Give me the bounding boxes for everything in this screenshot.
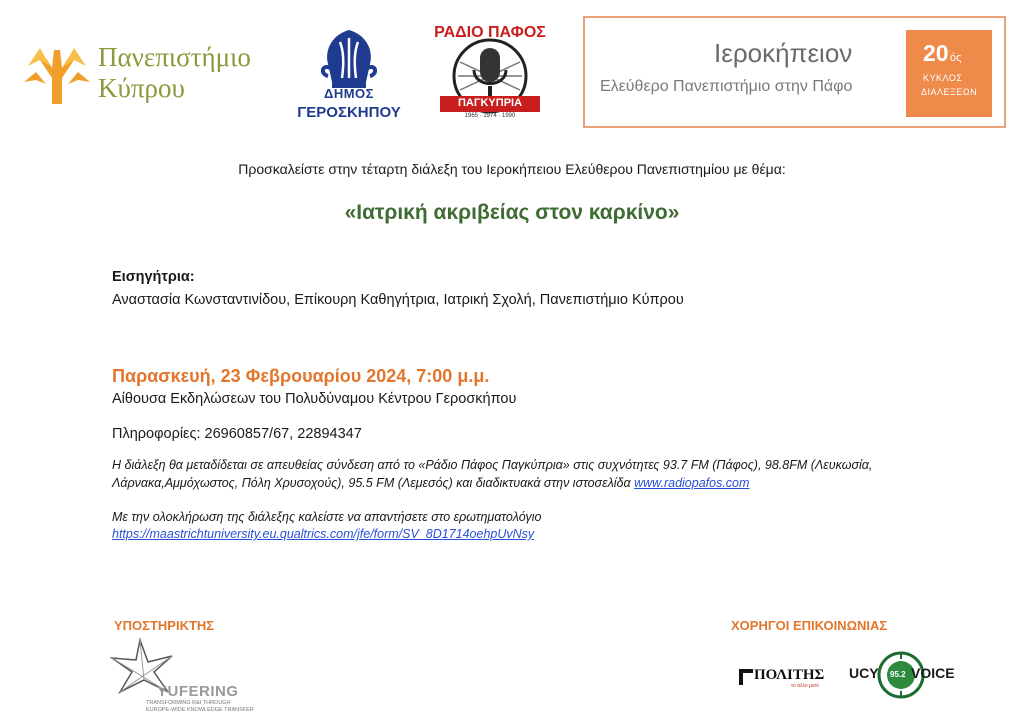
series-cycle-line1: ΚΥΚΛΟΣ [923,73,963,83]
ucy-voice-frequency: 95.2 [890,670,906,679]
radio-years: 1965 · 1974 · 1990 [464,113,516,119]
contact-info: Πληροφορίες: 26960857/67, 22894347 [112,426,362,442]
series-title: Ιεροκήπειον [714,38,853,68]
broadcast-text-line2 [112,476,749,490]
ucy-voice-right: VOICE [911,665,955,681]
yufering-name: YUFERING [157,683,239,700]
municipality-line1: ΔΗΜΟΣ [324,86,374,101]
event-datetime: Παρασκευή, 23 Φεβρουαρίου 2024, 7:00 μ.μ. [112,366,490,386]
radio-website-link[interactable]: www.radiopafos.com [634,476,750,490]
survey-text: Με την ολοκλήρωση της διάλεξης καλείστε να απαντήσετε στο ερωτηματολόγιο [112,510,542,524]
ucy-voice-left: UCY [849,665,879,681]
radio-name: ΡΑΔΙΟ ΠΑΦΟΣ [434,24,546,41]
broadcast-text-line1: Η διάλεξη θα μεταδίδεται σε απευθείας σύνδεση από το «Ράδιο Πάφος Παγκύπρια» στις συχνότητες 93.7 FM (Πάφος), 98.8FM (Λευκωσία, [112,458,873,472]
radio-pafos-logo [428,24,552,124]
supporter-heading: ΥΠΟΣΤΗΡΙΚΤΗΣ [114,618,215,633]
speaker-heading: Εισηγήτρια: [112,269,195,285]
media-sponsors-heading: ΧΟΡΗΓΟΙ ΕΠΙΚΟΙΝΩΝΙΑΣ [731,618,888,633]
yufering-tagline-1: TRANSFORMING R&I THROUGH [146,700,231,706]
municipality-line2: ΓΕΡΟΣΚΗΠΟΥ [297,104,401,121]
yufering-tagline-2: EUROPE-WIDE KNOWLEDGE TRANSFER [146,707,254,713]
university-name-line1: Πανεπιστήμιο [98,42,251,72]
politis-mark-icon [737,667,755,687]
event-venue: Αίθουσα Εκδηλώσεων του Πολυδύναμου Κέντρου Γεροσκήπου [112,391,517,407]
series-cycle-line2: ΔΙΑΛΕΞΕΩΝ [921,87,978,97]
university-name-line2: Κύπρου [98,73,185,103]
speaker-name: Αναστασία Κωνσταντινίδου, Επίκουρη Καθηγήτρια, Ιατρική Σχολή, Πανεπιστήμιο Κύπρου [112,292,684,308]
broadcast-text: Λάρνακα,Αμμόχωστος, Πόλη Χρυσοχούς), 95.5 FM (Λεμεσός) και διαδικτυακά στην ιστοσελίδα [112,476,631,490]
series-ordinal: ός [950,52,962,64]
survey-link[interactable]: https://maastrichtuniversity.eu.qualtrics.com/jfe/form/SV_8D1714oehpUvNsy [112,527,535,541]
series-number: 20 [923,40,949,66]
radio-sub: ΠΑΓΚΥΠΡΙΑ [457,97,523,109]
politis-tagline: το άλλο μισό [791,683,819,689]
lecture-topic: «Ιατρική ακριβείας στον καρκίνο» [344,201,680,224]
municipality-logo [294,24,404,126]
survey-line [112,527,534,541]
tree-icon [22,38,92,108]
series-subtitle: Ελεύθερο Πανεπιστήμιο στην Πάφο [600,78,853,95]
university-name [98,42,251,104]
invitation-text: Προσκαλείστε στην τέταρτη διάλεξη του Ιεροκήπειου Ελεύθερου Πανεπιστημίου με θέμα: [238,161,786,177]
politis-name: ΠΟΛΙΤΗΣ [754,667,825,683]
